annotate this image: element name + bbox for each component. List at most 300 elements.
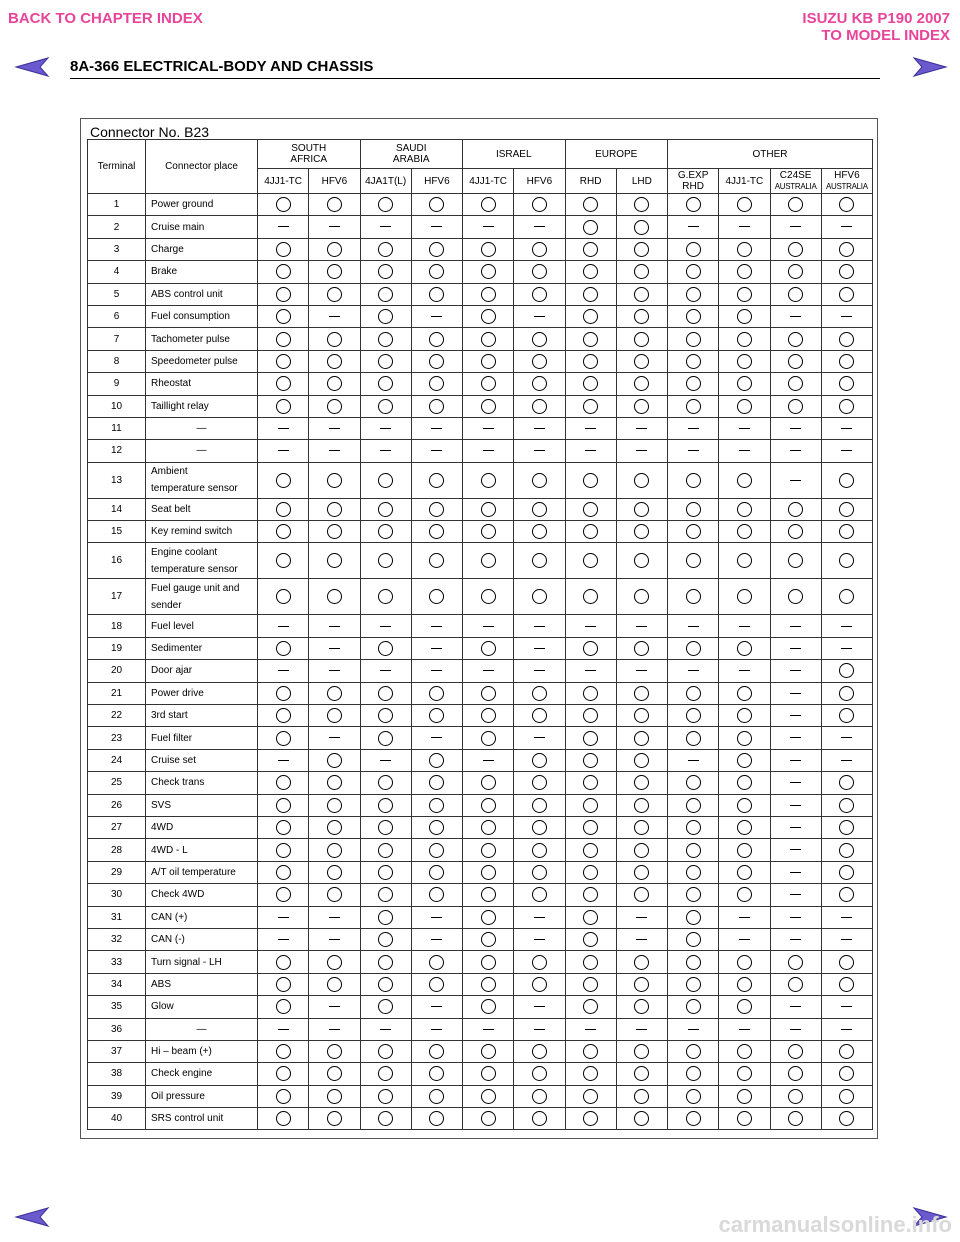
circle-mark-icon (481, 376, 496, 391)
circle-mark-icon (481, 242, 496, 257)
circle-mark-icon (788, 264, 803, 279)
circle-mark-icon (532, 502, 547, 517)
back-to-chapter-index-link[interactable]: BACK TO CHAPTER INDEX (8, 10, 203, 27)
table-row (88, 906, 873, 928)
table-row (88, 543, 873, 579)
circle-mark-icon (839, 1066, 854, 1081)
dash-mark-icon (278, 450, 289, 451)
circle-mark-icon (686, 502, 701, 517)
unused-mark-cell (463, 1018, 514, 1040)
used-mark-cell (719, 727, 770, 749)
circle-mark-icon (583, 955, 598, 970)
connector-place: Glow (146, 996, 258, 1018)
used-mark-cell (258, 498, 309, 520)
used-mark-cell (463, 395, 514, 417)
circle-mark-icon (481, 731, 496, 746)
used-mark-cell (821, 521, 872, 543)
dash-mark-icon (790, 872, 801, 873)
unused-mark-cell (821, 727, 872, 749)
circle-mark-icon (276, 955, 291, 970)
dash-mark-icon (431, 626, 442, 627)
used-mark-cell (821, 660, 872, 682)
unused-mark-cell (258, 660, 309, 682)
used-mark-cell (719, 305, 770, 327)
connector-place: Check engine (146, 1063, 258, 1085)
used-mark-cell (821, 1040, 872, 1062)
connector-place: Key remind switch (146, 521, 258, 543)
used-mark-cell (411, 261, 462, 283)
used-mark-cell (821, 462, 872, 498)
circle-mark-icon (327, 589, 342, 604)
circle-mark-icon (378, 242, 393, 257)
used-mark-cell (258, 521, 309, 543)
circle-mark-icon (788, 287, 803, 302)
used-mark-cell (463, 928, 514, 950)
model-index-block[interactable] (802, 10, 950, 44)
dash-mark-icon (585, 670, 596, 671)
section-title: 8A-366 ELECTRICAL-BODY AND CHASSIS (70, 58, 374, 75)
used-mark-cell (360, 521, 411, 543)
dash-mark-icon (790, 805, 801, 806)
circle-mark-icon (378, 641, 393, 656)
circle-mark-icon (788, 399, 803, 414)
circle-mark-icon (788, 955, 803, 970)
dash-mark-icon (431, 316, 442, 317)
used-mark-cell (411, 861, 462, 883)
used-mark-cell (770, 194, 821, 216)
circle-mark-icon (327, 1044, 342, 1059)
used-mark-cell (719, 794, 770, 816)
circle-mark-icon (327, 977, 342, 992)
used-mark-cell (719, 579, 770, 615)
circle-mark-icon (327, 798, 342, 813)
circle-mark-icon (583, 641, 598, 656)
terminal-number: 40 (88, 1108, 146, 1130)
terminal-number: 16 (88, 543, 146, 579)
used-mark-cell (514, 1108, 565, 1130)
used-mark-cell (616, 637, 667, 659)
used-mark-cell (360, 543, 411, 579)
used-mark-cell (309, 350, 360, 372)
circle-mark-icon (481, 843, 496, 858)
used-mark-cell (258, 305, 309, 327)
circle-mark-icon (429, 354, 444, 369)
used-mark-cell (616, 283, 667, 305)
used-mark-cell (565, 816, 616, 838)
circle-mark-icon (532, 955, 547, 970)
connector-place-column-header: Connector place (146, 140, 258, 194)
dash-mark-icon (636, 917, 647, 918)
used-mark-cell (309, 1085, 360, 1107)
previous-page-arrow-icon[interactable] (14, 56, 50, 78)
dash-mark-icon (739, 670, 750, 671)
dash-mark-icon (329, 939, 340, 940)
used-mark-cell (309, 395, 360, 417)
unused-mark-cell (360, 1018, 411, 1040)
used-mark-cell (309, 772, 360, 794)
circle-mark-icon (634, 309, 649, 324)
circle-mark-icon (481, 1089, 496, 1104)
dash-mark-icon (278, 1029, 289, 1030)
circle-mark-icon (276, 775, 291, 790)
unused-mark-cell (309, 440, 360, 462)
unused-mark-cell (821, 1018, 872, 1040)
used-mark-cell (411, 395, 462, 417)
circle-mark-icon (532, 354, 547, 369)
used-mark-cell (463, 543, 514, 579)
unused-mark-cell (463, 417, 514, 439)
dash-mark-icon (790, 760, 801, 761)
dash-mark-icon (790, 1006, 801, 1007)
used-mark-cell (258, 682, 309, 704)
circle-mark-icon (378, 775, 393, 790)
circle-mark-icon (429, 820, 444, 835)
used-mark-cell (616, 238, 667, 260)
terminal-number: 7 (88, 328, 146, 350)
unused-mark-cell (411, 660, 462, 682)
circle-mark-icon (839, 376, 854, 391)
used-mark-cell (616, 261, 667, 283)
circle-mark-icon (429, 399, 444, 414)
connector-place: Taillight relay (146, 395, 258, 417)
table-row (88, 682, 873, 704)
circle-mark-icon (481, 932, 496, 947)
circle-mark-icon (737, 524, 752, 539)
used-mark-cell (514, 194, 565, 216)
used-mark-cell (616, 973, 667, 995)
used-mark-cell (719, 498, 770, 520)
unused-mark-cell (668, 749, 719, 771)
circle-mark-icon (634, 775, 649, 790)
used-mark-cell (616, 682, 667, 704)
circle-mark-icon (839, 473, 854, 488)
unused-mark-cell (770, 906, 821, 928)
terminal-column-header: Terminal (88, 140, 146, 194)
circle-mark-icon (634, 524, 649, 539)
circle-mark-icon (737, 354, 752, 369)
used-mark-cell (668, 328, 719, 350)
circle-mark-icon (276, 820, 291, 835)
circle-mark-icon (737, 502, 752, 517)
unused-mark-cell (616, 417, 667, 439)
unused-mark-cell (309, 928, 360, 950)
circle-mark-icon (327, 1066, 342, 1081)
circle-mark-icon (276, 1044, 291, 1059)
circle-mark-icon (532, 264, 547, 279)
used-mark-cell (565, 373, 616, 395)
circle-mark-icon (327, 197, 342, 212)
terminal-number: 5 (88, 283, 146, 305)
used-mark-cell (463, 682, 514, 704)
table-row (88, 350, 873, 372)
circle-mark-icon (532, 197, 547, 212)
terminal-number: 39 (88, 1085, 146, 1107)
used-mark-cell (309, 884, 360, 906)
circle-mark-icon (532, 376, 547, 391)
circle-mark-icon (378, 473, 393, 488)
used-mark-cell (258, 194, 309, 216)
table-row (88, 261, 873, 283)
unused-mark-cell (258, 615, 309, 637)
dash-mark-icon (534, 626, 545, 627)
circle-mark-icon (276, 641, 291, 656)
unused-mark-cell (719, 216, 770, 238)
circle-mark-icon (532, 1044, 547, 1059)
circle-mark-icon (532, 708, 547, 723)
circle-mark-icon (532, 332, 547, 347)
used-mark-cell (360, 462, 411, 498)
terminal-number: 26 (88, 794, 146, 816)
circle-mark-icon (686, 932, 701, 947)
used-mark-cell (411, 1063, 462, 1085)
connector-place: Ambient temperature sensor (146, 462, 258, 498)
terminal-number: 21 (88, 682, 146, 704)
unused-mark-cell (565, 440, 616, 462)
circle-mark-icon (634, 977, 649, 992)
used-mark-cell (258, 951, 309, 973)
circle-mark-icon (634, 708, 649, 723)
connector-place: Power drive (146, 682, 258, 704)
unused-mark-cell (309, 305, 360, 327)
dash-mark-icon (431, 737, 442, 738)
used-mark-cell (616, 705, 667, 727)
circle-mark-icon (378, 399, 393, 414)
used-mark-cell (668, 498, 719, 520)
circle-mark-icon (327, 1089, 342, 1104)
dash-mark-icon (329, 316, 340, 317)
circle-mark-icon (686, 865, 701, 880)
dash-mark-icon (688, 1029, 699, 1030)
used-mark-cell (719, 816, 770, 838)
used-mark-cell (719, 261, 770, 283)
circle-mark-icon (532, 977, 547, 992)
used-mark-cell (411, 839, 462, 861)
used-mark-cell (514, 521, 565, 543)
unused-mark-cell (514, 216, 565, 238)
table-row (88, 373, 873, 395)
circle-mark-icon (788, 332, 803, 347)
circle-mark-icon (686, 553, 701, 568)
used-mark-cell (463, 462, 514, 498)
used-mark-cell (411, 328, 462, 350)
circle-mark-icon (481, 524, 496, 539)
used-mark-cell (565, 705, 616, 727)
dash-mark-icon (329, 626, 340, 627)
used-mark-cell (258, 637, 309, 659)
table-row (88, 928, 873, 950)
unused-mark-cell (309, 727, 360, 749)
used-mark-cell (463, 1085, 514, 1107)
circle-mark-icon (634, 798, 649, 813)
used-mark-cell (770, 373, 821, 395)
circle-mark-icon (583, 354, 598, 369)
dash-mark-icon (431, 1006, 442, 1007)
used-mark-cell (770, 350, 821, 372)
variant-header: HFV6 (309, 169, 360, 194)
circle-mark-icon (481, 798, 496, 813)
circle-mark-icon (429, 1111, 444, 1126)
variant-header: RHD (565, 169, 616, 194)
unused-mark-cell (821, 440, 872, 462)
used-mark-cell (360, 261, 411, 283)
to-model-index-link[interactable]: TO MODEL INDEX (821, 27, 950, 44)
dash-mark-icon (688, 450, 699, 451)
used-mark-cell (258, 395, 309, 417)
terminal-number: 31 (88, 906, 146, 928)
used-mark-cell (668, 261, 719, 283)
used-mark-cell (258, 238, 309, 260)
terminal-number: 33 (88, 951, 146, 973)
circle-mark-icon (737, 798, 752, 813)
used-mark-cell (770, 1108, 821, 1130)
used-mark-cell (565, 928, 616, 950)
used-mark-cell (514, 1085, 565, 1107)
circle-mark-icon (532, 589, 547, 604)
table-row (88, 660, 873, 682)
circle-mark-icon (378, 910, 393, 925)
dash-mark-icon (790, 827, 801, 828)
circle-mark-icon (378, 309, 393, 324)
circle-mark-icon (429, 264, 444, 279)
circle-mark-icon (429, 686, 444, 701)
used-mark-cell (463, 373, 514, 395)
connector-place: Check 4WD (146, 884, 258, 906)
circle-mark-icon (737, 753, 752, 768)
unused-mark-cell (463, 615, 514, 637)
used-mark-cell (719, 705, 770, 727)
unused-mark-cell (360, 440, 411, 462)
used-mark-cell (565, 1040, 616, 1062)
circle-mark-icon (481, 197, 496, 212)
circle-mark-icon (429, 197, 444, 212)
used-mark-cell (821, 238, 872, 260)
used-mark-cell (616, 816, 667, 838)
used-mark-cell (668, 884, 719, 906)
unused-mark-cell (514, 637, 565, 659)
circle-mark-icon (532, 798, 547, 813)
used-mark-cell (616, 794, 667, 816)
region-header: EUROPE (565, 140, 668, 169)
circle-mark-icon (532, 865, 547, 880)
table-row (88, 1063, 873, 1085)
circle-mark-icon (378, 354, 393, 369)
dash-mark-icon (534, 428, 545, 429)
connector-place: Engine coolant temperature sensor (146, 543, 258, 579)
unused-mark-cell (616, 615, 667, 637)
used-mark-cell (616, 350, 667, 372)
unused-mark-cell (616, 440, 667, 462)
circle-mark-icon (634, 242, 649, 257)
circle-mark-icon (532, 887, 547, 902)
used-mark-cell (719, 951, 770, 973)
dash-mark-icon (431, 450, 442, 451)
circle-mark-icon (378, 332, 393, 347)
circle-mark-icon (481, 977, 496, 992)
circle-mark-icon (481, 1044, 496, 1059)
used-mark-cell (309, 261, 360, 283)
used-mark-cell (360, 637, 411, 659)
unused-mark-cell (668, 1018, 719, 1040)
used-mark-cell (668, 521, 719, 543)
terminal-number: 18 (88, 615, 146, 637)
terminal-number: 22 (88, 705, 146, 727)
used-mark-cell (821, 328, 872, 350)
used-mark-cell (719, 772, 770, 794)
dash-mark-icon (431, 1029, 442, 1030)
circle-mark-icon (737, 589, 752, 604)
used-mark-cell (719, 194, 770, 216)
used-mark-cell (411, 951, 462, 973)
used-mark-cell (309, 816, 360, 838)
used-mark-cell (463, 816, 514, 838)
used-mark-cell (668, 996, 719, 1018)
dash-mark-icon (278, 226, 289, 227)
circle-mark-icon (788, 1111, 803, 1126)
used-mark-cell (463, 521, 514, 543)
circle-mark-icon (737, 309, 752, 324)
circle-mark-icon (839, 1089, 854, 1104)
used-mark-cell (258, 261, 309, 283)
circle-mark-icon (481, 502, 496, 517)
circle-mark-icon (583, 502, 598, 517)
circle-mark-icon (532, 775, 547, 790)
circle-mark-icon (583, 999, 598, 1014)
used-mark-cell (258, 996, 309, 1018)
used-mark-cell (309, 194, 360, 216)
table-row (88, 705, 873, 727)
dash-mark-icon (329, 648, 340, 649)
used-mark-cell (565, 1063, 616, 1085)
variant-header: 4JJ1-TC (258, 169, 309, 194)
circle-mark-icon (839, 820, 854, 835)
table-row (88, 498, 873, 520)
used-mark-cell (821, 395, 872, 417)
circle-mark-icon (583, 708, 598, 723)
used-mark-cell (668, 194, 719, 216)
used-mark-cell (411, 543, 462, 579)
terminal-number: 28 (88, 839, 146, 861)
circle-mark-icon (839, 887, 854, 902)
circle-mark-icon (839, 843, 854, 858)
dash-mark-icon (739, 626, 750, 627)
connector-place: 4WD (146, 816, 258, 838)
table-row (88, 1108, 873, 1130)
circle-mark-icon (429, 473, 444, 488)
circle-mark-icon (634, 220, 649, 235)
circle-mark-icon (788, 1044, 803, 1059)
used-mark-cell (463, 498, 514, 520)
previous-page-bottom-arrow-icon[interactable] (14, 1206, 50, 1228)
used-mark-cell (309, 543, 360, 579)
used-mark-cell (668, 283, 719, 305)
circle-mark-icon (532, 1111, 547, 1126)
used-mark-cell (770, 261, 821, 283)
used-mark-cell (565, 996, 616, 1018)
dash-mark-icon (585, 428, 596, 429)
used-mark-cell (821, 861, 872, 883)
circle-mark-icon (429, 332, 444, 347)
next-page-arrow-icon[interactable] (912, 56, 948, 78)
used-mark-cell (258, 727, 309, 749)
unused-mark-cell (770, 682, 821, 704)
table-row (88, 861, 873, 883)
used-mark-cell (616, 543, 667, 579)
used-mark-cell (821, 579, 872, 615)
circle-mark-icon (634, 865, 649, 880)
table-row (88, 238, 873, 260)
used-mark-cell (309, 238, 360, 260)
used-mark-cell (258, 1063, 309, 1085)
